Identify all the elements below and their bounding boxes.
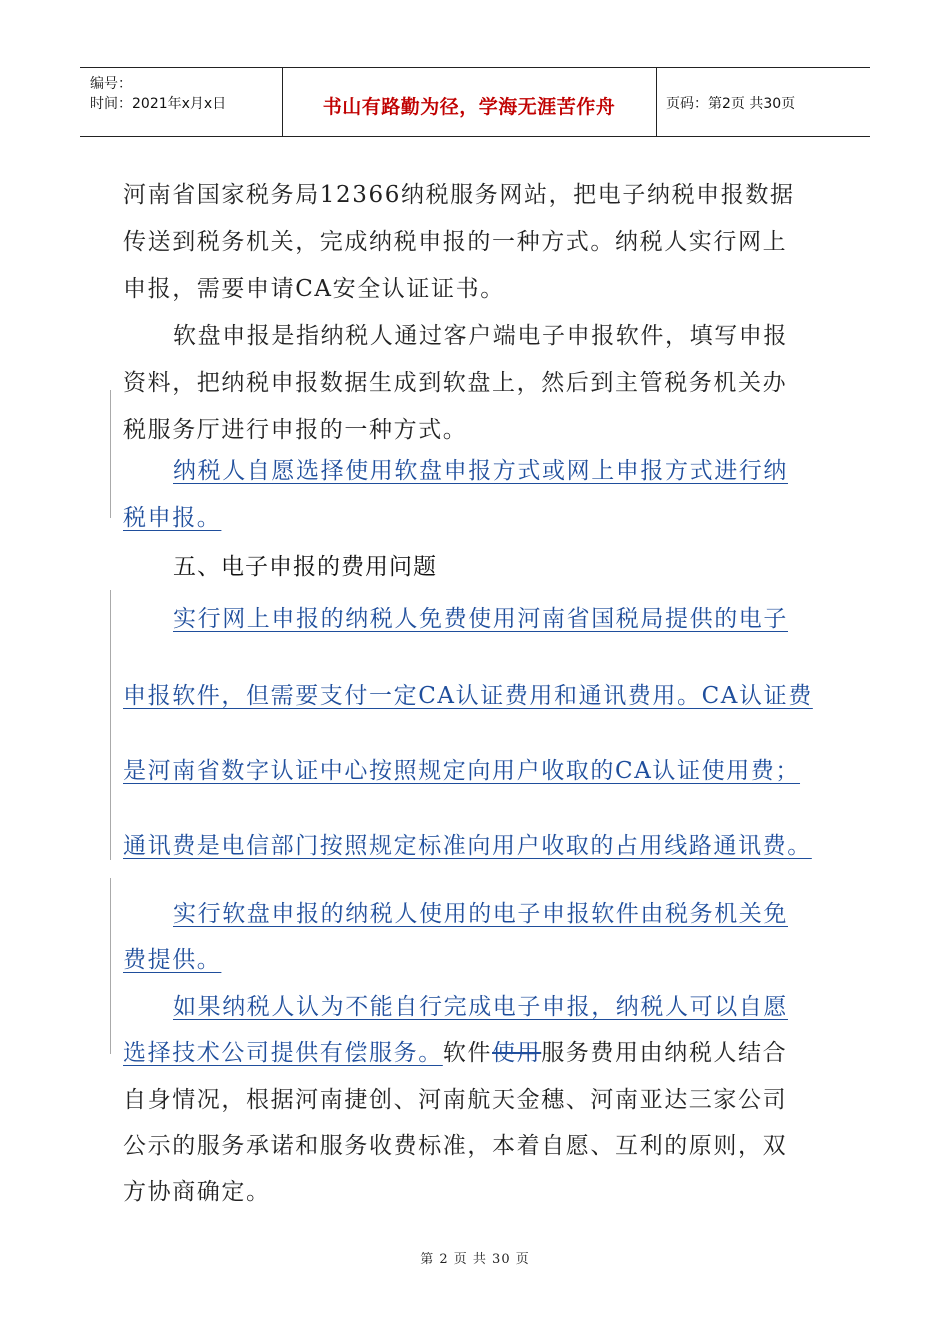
inline-text: 软件: [442, 1040, 493, 1066]
text-line: 公示的服务承诺和服务收费标准，本着自愿、互利的原则，双: [123, 1133, 788, 1159]
text-line: 税服务厅进行申报的一种方式。: [123, 417, 468, 443]
text-line: 河南省国家税务局12366纳税服务网站，把电子纳税申报数据: [123, 182, 795, 208]
revised-text-line: 是河南省数字认证中心按照规定向用户收取的CA认证使用费；: [123, 758, 801, 784]
revised-text-line: 如果纳税人认为不能自行完成电子申报，纳税人可以自愿: [173, 994, 788, 1020]
time-label: 时间：2021年x月x日: [90, 96, 227, 112]
revised-text-line: 实行网上申报的纳税人免费使用河南省国税局提供的电子: [173, 606, 788, 632]
header-meta: [90, 74, 226, 114]
revised-text-line: 税申报。: [123, 505, 222, 531]
revision-bar: [110, 590, 111, 860]
revised-text-line: 纳税人自愿选择使用软盘申报方式或网上申报方式进行纳: [173, 458, 788, 484]
header-motto: 书山有路勤为径，学海无涯苦作舟: [322, 96, 616, 118]
text-line: 资料，把纳税申报数据生成到软盘上，然后到主管税务机关办: [123, 370, 788, 396]
text-line: 方协商确定。: [123, 1179, 271, 1205]
revised-text-line: 实行软盘申报的纳税人使用的电子申报软件由税务机关免: [173, 901, 788, 927]
section-heading: 五、电子申报的费用问题: [173, 554, 437, 580]
page-footer: 第 2 页 共 30 页: [420, 1252, 530, 1267]
deleted-text: 使用: [492, 1040, 542, 1066]
revision-bar: [110, 390, 111, 518]
inline-text: 服务费用由纳税人结合: [541, 1040, 788, 1066]
revised-text-line: 申报软件，但需要支付一定CA认证费用和通讯费用。CA认证费: [123, 683, 813, 709]
number-label: 编号：: [90, 76, 132, 92]
document-header: [80, 67, 870, 137]
revised-inline-text: 选择技术公司提供有偿服务。: [123, 1040, 443, 1066]
text-line: [123, 1034, 787, 1067]
text-line: 自身情况，根据河南捷创、河南航天金穗、河南亚达三家公司: [123, 1087, 788, 1113]
header-divider: [656, 68, 657, 136]
page-info: 页码：第2页 共30页: [666, 96, 796, 112]
text-line: 申报，需要申请CA安全认证证书。: [123, 276, 505, 302]
text-line: 软盘申报是指纳税人通过客户端电子申报软件，填写申报: [173, 323, 788, 349]
revision-bar: [110, 878, 111, 1054]
text-line: 传送到税务机关，完成纳税申报的一种方式。纳税人实行网上: [123, 229, 788, 255]
header-divider: [282, 68, 283, 136]
revised-text-line: 费提供。: [123, 947, 222, 973]
revised-text-line: 通讯费是电信部门按照规定标准向用户收取的占用线路通讯费。: [123, 833, 812, 859]
